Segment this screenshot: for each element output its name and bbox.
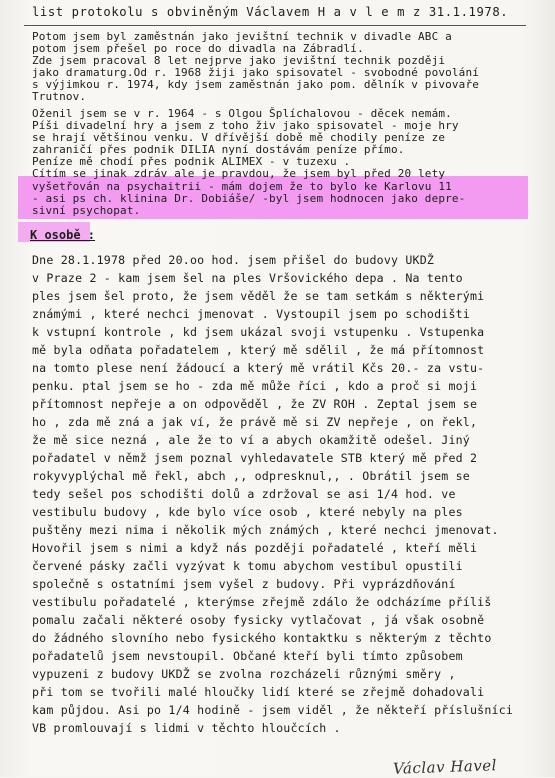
page-header: list protokolu s obviněným Václavem H a v l e m z 31.1.1978. [32, 5, 509, 19]
text-line: pořadatel v němž jsem poznal vyhledavatele STB který mě před 2 [32, 451, 478, 465]
text-line: Dne 28.1.1978 před 20.oo hod. jsem přišel do budovy UKDŽ [32, 253, 435, 267]
text-line: že mě sice nezná , ale že to ví a abych okamžitě odešel. Jiný [32, 433, 470, 447]
text-line: Cítím se jinak zdráv ale je pravdou, že jsem byl před 20 lety [32, 167, 446, 180]
text-line: potom jsem přešel po roce do divadla na Zábradlí. [32, 42, 364, 55]
text-line: pořadatelů jsem nevstoupil. Občané kteří byli tímto způsobem [32, 649, 463, 663]
text-line: rokyvyplýchal mě řekl, abch ,, odpresknul,, . Obrátil jsem se [32, 469, 470, 483]
text-line: vypuzeni z budovy UKDŽ se zvolna rozcházeli různými směry , [32, 667, 456, 681]
text-line: se hrají většinou venku. V dřívější době mě chodily peníze ze [32, 131, 446, 144]
text-line: kam půjdou. Asi po 1/4 hodině - jsem viděl , že někteří příslušníci [32, 703, 514, 717]
text-line: na tomto plese není žádoucí a který mě vrátil Kčs 20.- za vstu- [32, 361, 485, 375]
text-line: pomalu začali některé osoby fysicky vytlačovat , já však osobně [32, 613, 485, 627]
text-line: tedy sešel pos schodišti dolů a zdržoval se asi 1/4 hod. ve [32, 487, 456, 501]
text-line: do žádného slovního nebo fysického kontaktku s některým z těchto [32, 631, 492, 645]
text-line: penku. ptal jsem se ho - zda mě může říci , kdo a proč si moji [32, 379, 478, 393]
text-line: puštěny mezi nima i několik mých známých , které nechci jmenovat. [32, 523, 499, 537]
text-line: vyšetřován na psychaitrii - mám dojem že to bylo ke Karlovu 11 [32, 180, 452, 193]
text-line: Píši divadelní hry a jsem z toho živ jako spisovatel - moje hry [32, 119, 459, 132]
text-line: přítomnost nepřeje a on odpověděl , že ZV ROH . Zeptal jsem se [32, 397, 478, 411]
text-line: společně s ostatními jsem vyšel z budovy. Při vyprázdňování [32, 577, 456, 591]
text-line: vestibulu budovy , kde bylo více osob , které nebyly na ples [32, 505, 463, 519]
text-line: sivní psychopat. [32, 204, 141, 217]
text-line: - asi ps ch. klinina Dr. Dobiáše/ -byl jsem hodnocen jako depre- [32, 192, 466, 205]
text-line: Oženil jsem se v r. 1964 - s Olgou Šplíchalovou - děcek nemám. [32, 107, 452, 120]
text-line: Trutnov. [32, 90, 87, 103]
text-line: ho , zda mě zná a jak ví, že právě mě si ZV nepřeje , on řekl, [32, 415, 478, 429]
text-line: mě byla odňata pořadatelem , který mě sdělil , že má přítomnost [32, 343, 485, 357]
text-line: VB promlouvají s lidmi v těchto hloučcích . [32, 721, 341, 735]
text-line: Hovořil jsem s nimi a když nás později pořadatelé , kteří měli [32, 541, 478, 555]
text-line: ples jsem šel proto, že jsem věděl že se tam setkám s některými [32, 289, 485, 303]
text-line: k vstupní kontrole , kd jsem ukázal svoji vstupenku . Vstupenka [32, 325, 485, 339]
text-line: v Praze 2 - kam jsem šel na ples Vršovického depa . Na tento [32, 271, 463, 285]
text-line: Zde jsem pracoval 8 let nejprve jako jevištní technik později [32, 54, 446, 67]
text-line: vestibulu pořadatelé , kterýmse zřejmě zdálo že odcházíme příliš [32, 595, 492, 609]
text-line: s výjimkou r. 1974, kdy jsem zaměstnán jako pom. dělník v pivovaře [32, 78, 479, 91]
text-line: zahraničí přes podnik DILIA nyní dostávám peníze přímo. [32, 143, 405, 156]
section-title: K osobě : [30, 228, 96, 242]
text-line: Potom jsem byl zaměstnán jako jevištní technik v divadle ABC a [32, 30, 452, 43]
text-line: při tom se tvořili malé hloučky lidí které se zřejmě dohadovali [32, 685, 485, 699]
text-line: známými , které nechci jmenovat . Vystoupil jsem po schodišti [32, 307, 470, 321]
text-line: červené pásky začli vyzývat k tomu abychom vestibul opustili [32, 559, 463, 573]
text-line: jako dramaturg.Od r. 1968 žiji jako spisovatel - svobodné povolání [32, 66, 479, 79]
text-line: Peníze mě chodí přes podnik ALIMEX - v tuzexu . [32, 155, 351, 168]
header-rule [24, 25, 526, 26]
handwritten-signature: Václav Havel [392, 756, 498, 778]
